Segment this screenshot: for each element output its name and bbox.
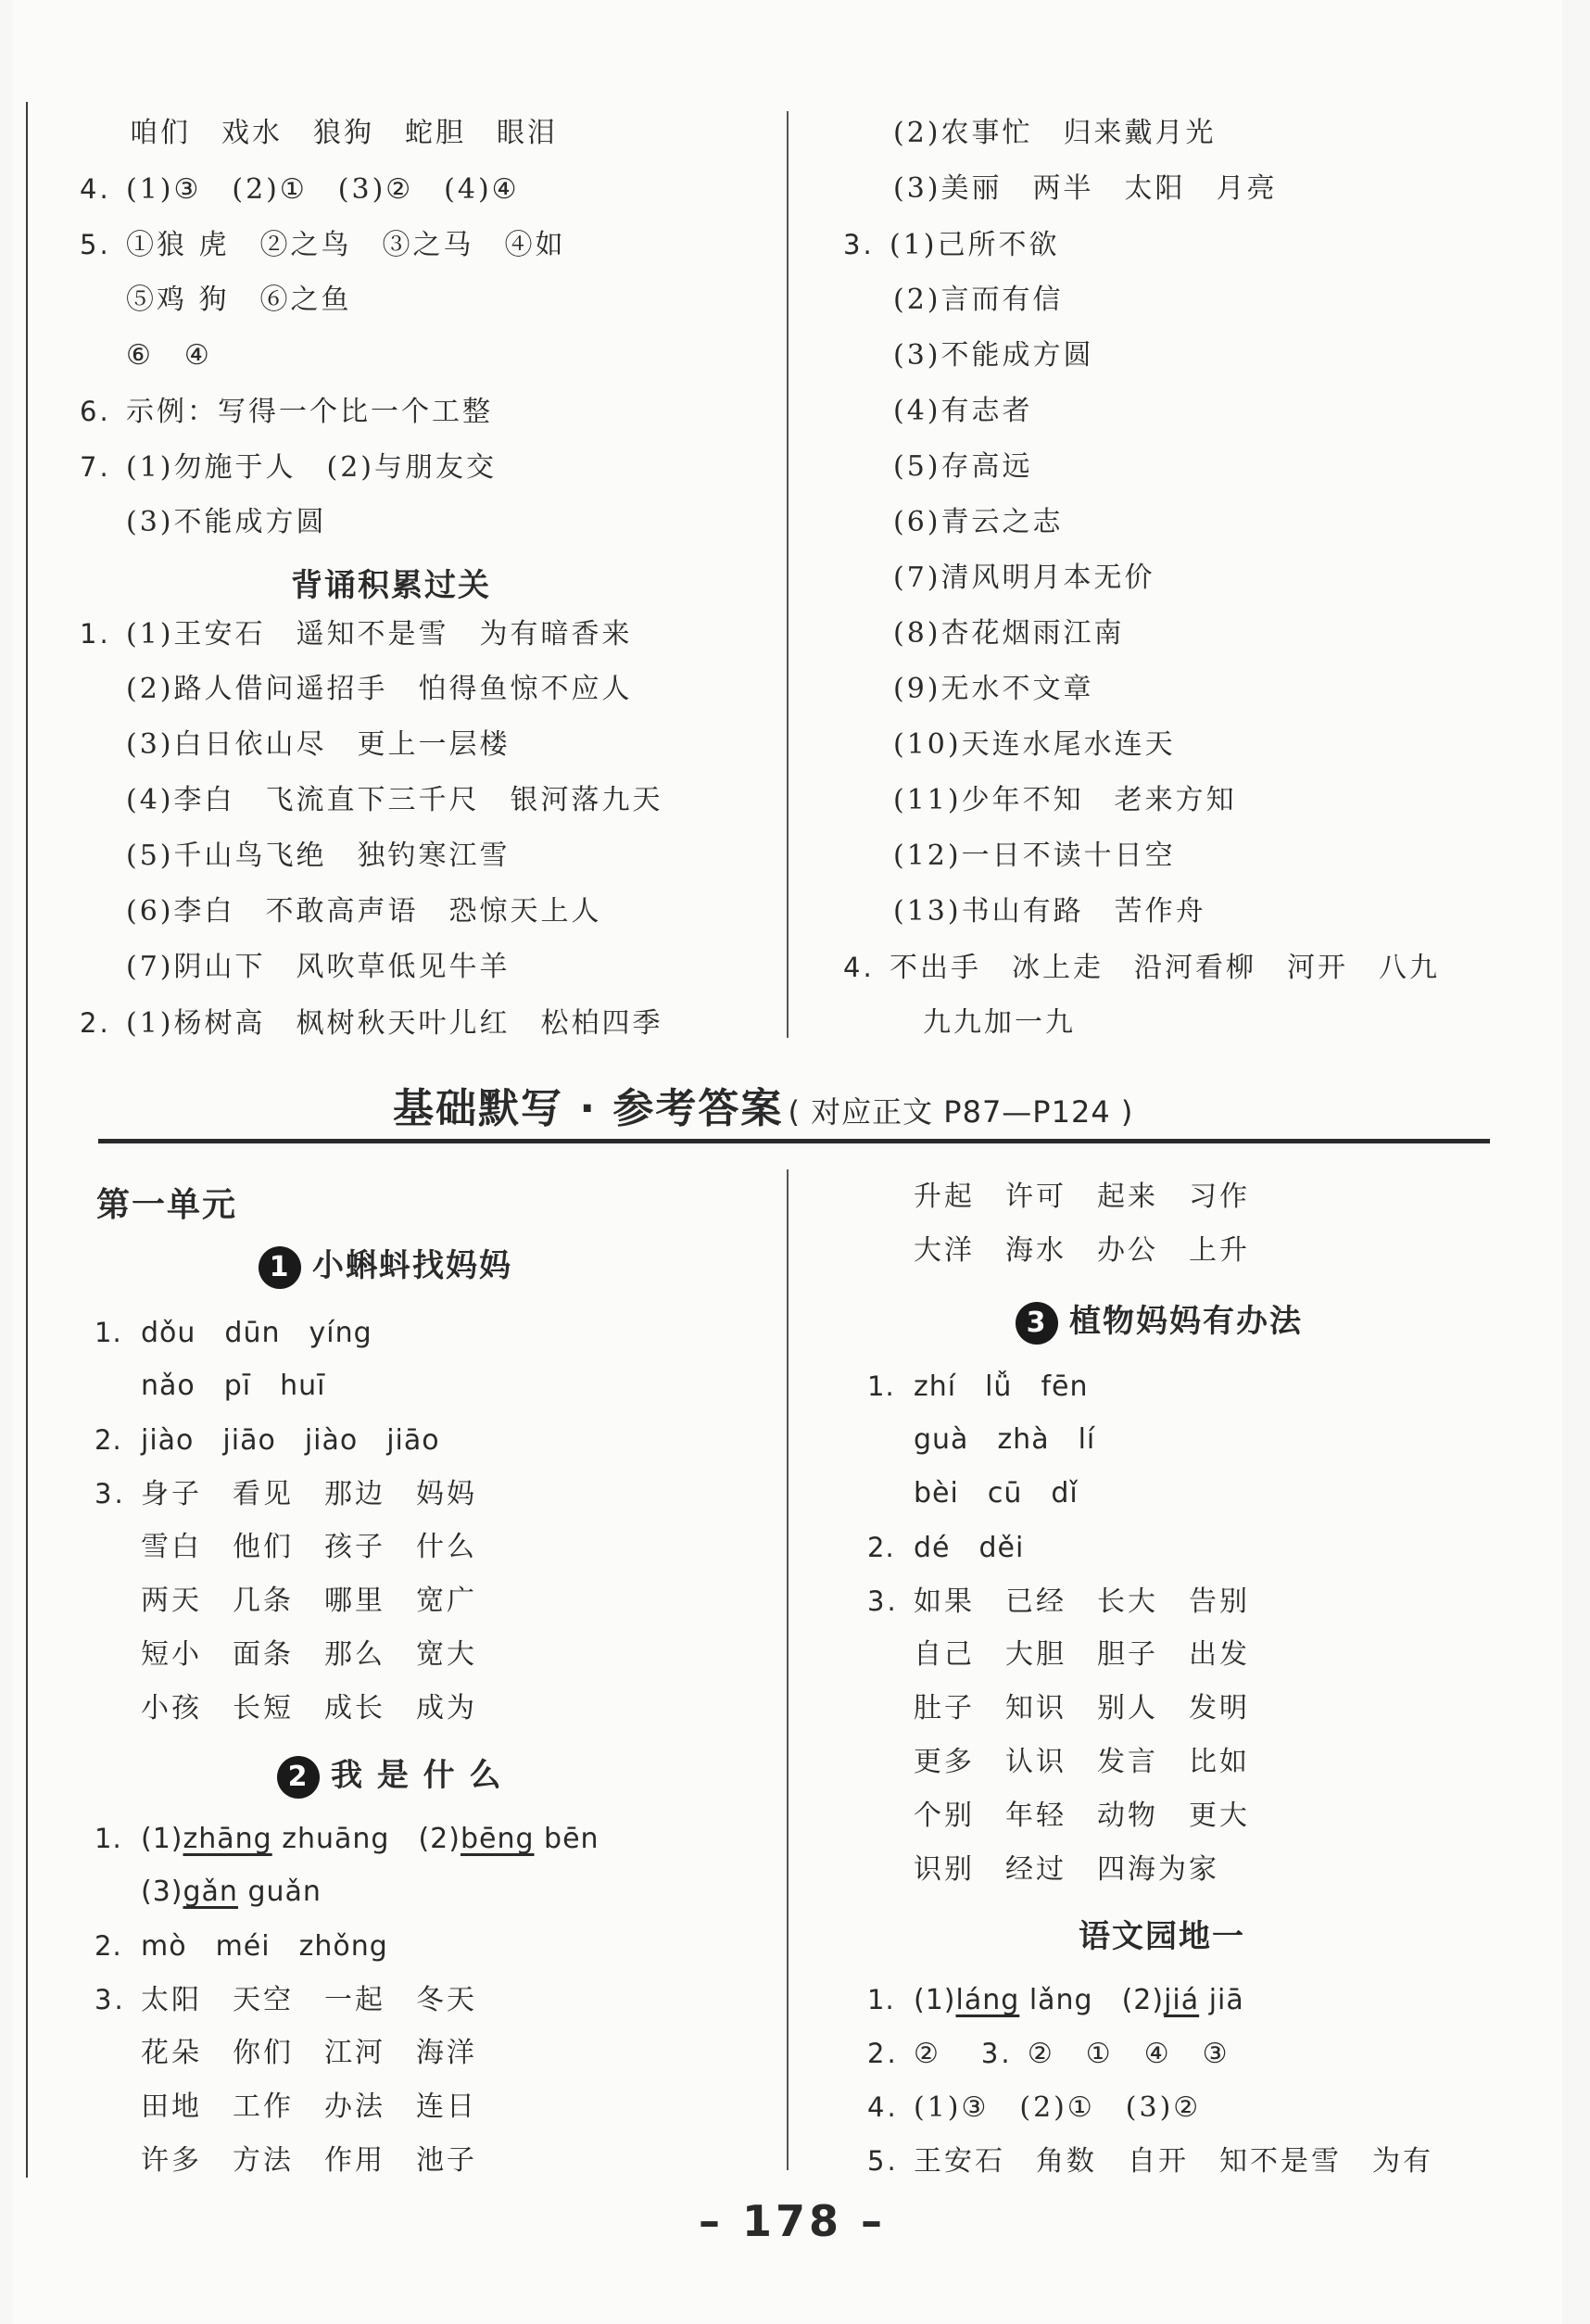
answer-line: (6)青云之志 — [893, 506, 1064, 538]
answer-line: 雪白 他们 孩子 什么 — [141, 1531, 477, 1563]
margin-rule — [26, 102, 28, 2178]
answer-line: 4. 不出手 冰上走 沿河看柳 河开 八九 — [843, 949, 1440, 987]
answer-line: (10)天连水尾水连天 — [893, 728, 1176, 761]
answer-line: (9)无水不文章 — [893, 673, 1094, 705]
answer-line: 4. (1)③ (2)① (3)② — [867, 2089, 1201, 2127]
banner-rule — [98, 1139, 1490, 1143]
answer-line: (3)白日依山尽 更上一层楼 — [126, 728, 511, 761]
question-number: 3. — [980, 2038, 1013, 2069]
answer-line: 识别 经过 四海为家 — [914, 1853, 1219, 1886]
answer-line: 6. 示例：写得一个比一个工整 — [80, 393, 493, 431]
answer-line: nǎo pī huī — [141, 1370, 326, 1402]
question-number: 1. — [867, 1984, 895, 2015]
answer-line: 3. 如果 已经 长大 告别 — [867, 1583, 1250, 1621]
answer-line: (5)存高远 — [893, 450, 1033, 483]
answer-line: 1. zhí lǚ fēn — [867, 1368, 1088, 1406]
answer-line: 3. 身子 看见 那边 妈妈 — [95, 1475, 477, 1513]
answer-line: 个别 年轻 动物 更大 — [914, 1800, 1250, 1832]
answer-line: 2. (1)杨树高 枫树秋天叶儿红 松柏四季 — [80, 1004, 663, 1042]
underlined-pinyin: láng — [955, 1984, 1020, 2016]
lesson-number-badge: 3 — [1016, 1302, 1058, 1345]
answer-line: 大洋 海水 办公 上升 — [914, 1234, 1250, 1267]
answer-line: 2. ② 3. ② ① ④ ③ — [867, 2035, 1230, 2073]
question-number: 3. — [95, 1984, 126, 2015]
answer-line: (3)gǎn guǎn — [141, 1876, 322, 1908]
answer-line: (2)言而有信 — [893, 284, 1064, 316]
underlined-pinyin: bēng — [460, 1823, 535, 1855]
question-number: 5. — [80, 229, 111, 260]
answer-line: (3)美丽 两半 太阳 月亮 — [893, 172, 1278, 205]
answer-line: (4)李白 飞流直下三千尺 银河落九天 — [126, 784, 663, 816]
answer-line: 九九加一九 — [923, 1006, 1076, 1039]
question-number: 4. — [843, 952, 875, 983]
answer-line: 花朵 你们 江河 海洋 — [141, 2037, 477, 2069]
answer-line: 4. (1)③ (2)① (3)② (4)④ — [80, 171, 520, 208]
answer-line: (7)清风明月本无价 — [893, 562, 1155, 594]
question-number: 5. — [867, 2145, 899, 2177]
banner-main-title: 基础默写 · 参考答案 — [393, 1085, 784, 1132]
question-number: 1. — [867, 1370, 895, 1402]
answer-line: 1. (1)zhāng zhuāng (2)bēng bēn — [95, 1820, 599, 1858]
answer-line: (7)阴山下 风吹草低见牛羊 — [126, 951, 511, 983]
question-number: 2. — [95, 1424, 122, 1456]
answer-line: 2. jiào jiāo jiào jiāo — [95, 1421, 440, 1459]
answer-line: 5. ①狼 虎 ②之鸟 ③之马 ④如 — [80, 226, 566, 264]
lesson-heading: 3 植物妈妈有办法 — [1016, 1295, 1303, 1345]
answer-line: (3)不能成方圆 — [126, 506, 327, 538]
answer-line: (3)不能成方圆 — [893, 339, 1094, 372]
answer-line: (12)一日不读十日空 — [893, 840, 1176, 872]
answer-line: (4)有志者 — [893, 395, 1033, 427]
question-number: 4. — [867, 2091, 899, 2123]
question-number: 1. — [95, 1317, 122, 1348]
answer-line: 两天 几条 哪里 宽广 — [141, 1585, 477, 1617]
answer-line: 田地 工作 办法 连日 — [141, 2090, 477, 2123]
answer-line: 1. (1)王安石 遥知不是雪 为有暗香来 — [80, 615, 633, 653]
answer-line: 肚子 知识 别人 发明 — [914, 1692, 1250, 1724]
unit-heading: 第一单元 — [96, 1186, 238, 1224]
answer-line: ⑤鸡 狗 ⑥之鱼 — [126, 284, 352, 316]
lesson-heading: 2 我 是 什 么 — [277, 1749, 503, 1799]
answer-line: ⑥ ④ — [126, 339, 212, 372]
answer-line: 咱们 戏水 狼狗 蛇胆 眼泪 — [130, 117, 558, 149]
answer-line: bèi cū dǐ — [914, 1477, 1079, 1509]
answer-line: 1. dǒu dūn yíng — [95, 1314, 372, 1352]
underlined-pinyin: gǎn — [183, 1876, 238, 1908]
section-heading: 背诵积累过关 — [291, 567, 491, 604]
answer-line: 5. 王安石 角数 自开 知不是雪 为有 — [867, 2142, 1433, 2180]
question-number: 1. — [95, 1823, 122, 1854]
question-number: 6. — [80, 396, 111, 427]
answer-line: (6)李白 不敢高声语 恐惊天上人 — [126, 895, 602, 928]
answer-line: guà zhà lí — [914, 1423, 1096, 1456]
question-number: 3. — [95, 1478, 126, 1509]
answer-line: 7. (1)勿施于人 (2)与朋友交 — [80, 448, 497, 486]
answer-line: 3. (1)己所不欲 — [843, 226, 1060, 264]
answer-page — [13, 0, 1562, 2324]
question-number: 1. — [80, 618, 111, 650]
lesson-heading: 1 小蝌蚪找妈妈 — [259, 1240, 512, 1289]
answer-line: (11)少年不知 老来方知 — [893, 784, 1237, 816]
banner-subtitle: ( 对应正文 P87—P124 ) — [788, 1094, 1134, 1130]
underlined-pinyin: jiá — [1164, 1984, 1200, 2016]
lesson-number-badge: 2 — [277, 1756, 320, 1799]
answer-line: 3. 太阳 天空 一起 冬天 — [95, 1981, 477, 2019]
answer-line: (2)农事忙 归来戴月光 — [893, 117, 1217, 149]
answer-line: (8)杏花烟雨江南 — [893, 617, 1125, 650]
answer-line: 许多 方法 作用 池子 — [141, 2144, 477, 2177]
answer-line: 自己 大胆 胆子 出发 — [914, 1638, 1250, 1671]
question-number: 7. — [80, 451, 111, 483]
lesson-number-badge: 1 — [259, 1246, 301, 1289]
answer-line: (2)路人借问遥招手 怕得鱼惊不应人 — [126, 673, 633, 705]
answer-line: 小孩 长短 成长 成为 — [141, 1692, 477, 1724]
question-number: 3. — [843, 229, 875, 260]
answer-line: (13)书山有路 苦作舟 — [893, 895, 1206, 928]
question-number: 3. — [867, 1585, 899, 1617]
answer-line: 短小 面条 那么 宽大 — [141, 1638, 477, 1671]
question-number: 4. — [80, 173, 111, 205]
question-number: 2. — [867, 2038, 899, 2069]
section-heading: 语文园地一 — [1079, 1918, 1245, 1955]
answer-line: 2. dé děi — [867, 1529, 1024, 1567]
answer-line: 更多 认识 发言 比如 — [914, 1746, 1250, 1778]
answer-line: 升起 许可 起来 习作 — [914, 1181, 1250, 1213]
answer-line: 2. mò méi zhǒng — [95, 1927, 388, 1965]
question-number: 2. — [867, 1532, 895, 1563]
underlined-pinyin: zhāng — [183, 1823, 272, 1855]
column-divider — [787, 111, 789, 1038]
column-divider — [787, 1169, 789, 2170]
answer-line: 1. (1)láng lǎng (2)jiá jiā — [867, 1981, 1244, 2019]
question-number: 2. — [95, 1930, 122, 1962]
banner-title — [393, 1075, 1133, 1134]
question-number: 2. — [80, 1007, 111, 1039]
page-number: – 178 – — [699, 2196, 887, 2246]
answer-line: (5)千山鸟飞绝 独钓寒江雪 — [126, 840, 511, 872]
